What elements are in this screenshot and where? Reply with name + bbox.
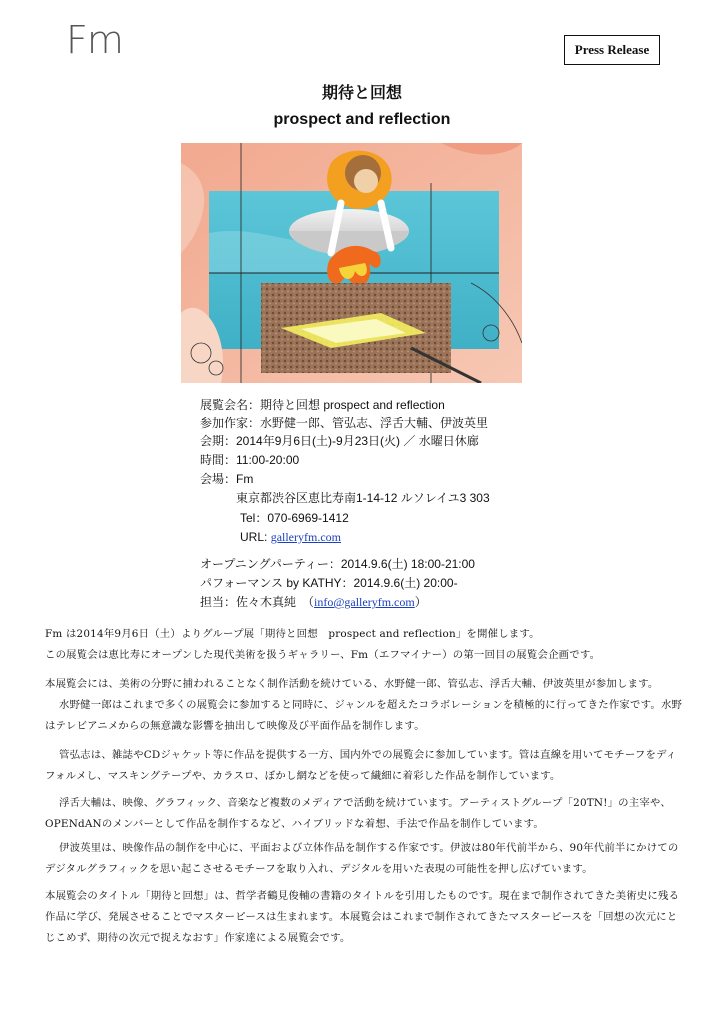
contact: [200, 594, 427, 610]
contact-close: ）: [414, 595, 427, 609]
venue-address: 東京都渋谷区恵比寿南1-14-12 ルソレイユ3 303: [236, 491, 490, 505]
venue: 会場：Fm: [200, 472, 254, 486]
press-release-badge: Press Release: [564, 35, 660, 65]
exhibition-period: 会期：2014年9月6日(土)-9月23日(火) ／ 水曜日休廊: [200, 434, 479, 448]
venue-url: [240, 529, 341, 545]
url-label: URL:: [240, 530, 271, 544]
exhibition-name: 展覧会名：期待と回想 prospect and reflection: [200, 398, 445, 412]
title-japanese: 期待と回想: [321, 83, 402, 102]
title-explanation: [45, 886, 685, 949]
artist-mizuno: 水野健一郎はこれまで多くの展覧会に参加すると同時に、ジャンルを超えたコラボレーションを積極的に行ってきた作家です。水野はテレビアニメからの無意識な影響を抽出して映像及び平面作品を制作します。: [45, 699, 683, 732]
artist-ukishita: [45, 793, 685, 835]
artist-kan-text: 管弘志は、雑誌やCDジャケット等に作品を提供する一方、国内外での展覧会に参加しています。管は直線を用いてモチーフをディフォルメし、マスキングテープや、カラスロ、ぼかし網などを使って繊細に着彩した作品を制作しています。: [45, 749, 677, 782]
artist-ukishita-text: 浮舌大輔は、映像、グラフィック、音楽など複数のメディアで活動を続けています。アーティストグループ「20TN!」の主宰や、OPENdANのメンバーとして作品を制作するなど、ハイブリッドな着想、手法で作品を制作しています。: [45, 797, 671, 830]
artist-kan: [45, 745, 685, 787]
title-english: prospect and reflection: [273, 111, 451, 128]
url-link[interactable]: galleryfm.com: [270, 530, 341, 544]
contact-label: 担当：佐々木真純 （: [200, 595, 315, 609]
artist-iha: [45, 838, 685, 880]
title-explanation-text: 本展覧会のタイトル「期待と回想」は、哲学者鶴見俊輔の書籍のタイトルを引用したものです。現在まで制作されてきた美術史に残る作品に学び、発展させることでマスターピースは生まれます。本展覧会はこれまで制作されてきたマスターピースを「回想の次元にとじこめず、期待の次元で捉えなおす」作家達による展覧会です。: [45, 890, 680, 944]
intro-line-1: Fm は2014年9月6日（土）よりグループ展「期待と回想 prospect and reflection」を開催します。: [45, 628, 540, 640]
performance: パフォーマンス by KATHY：2014.9.6(土) 20:00-: [200, 576, 458, 590]
artists-intro: 本展覧会には、美術の分野に捕われることなく制作活動を続けている、水野健一郎、管弘志、浮舌大輔、伊波英里が参加します。: [45, 678, 659, 690]
intro-paragraph: [45, 624, 685, 666]
artwork-image: [181, 143, 522, 383]
intro-line-2: この展覧会は恵比寿にオープンした現代美術を扱うギャラリー、Fm（エフマイナー）の第一回目の展覧会企画です。: [45, 649, 601, 661]
artist-iha-text: 伊波英里は、映像作品の制作を中心に、平面および立体作品を制作する作家です。伊波は80年代前半から、90年代前半にかけてのデジタルグラフィックを思い起こさせるモチーフを取り入れ、デジタルを用いた表現の可能性を押し広げています。: [45, 842, 679, 875]
artists-paragraph: [45, 674, 685, 737]
gallery-logo: Fm: [66, 18, 123, 62]
opening-party: オープニングパーティー：2014.9.6(土) 18:00-21:00: [200, 557, 475, 571]
venue-tel: Tel：070-6969-1412: [240, 511, 349, 525]
opening-hours: 時間：11:00-20:00: [200, 453, 300, 467]
participating-artists: 参加作家：水野健一郎、管弘志、浮舌大輔、伊波英里: [200, 416, 489, 430]
contact-email-link[interactable]: info@galleryfm.com: [314, 595, 415, 609]
